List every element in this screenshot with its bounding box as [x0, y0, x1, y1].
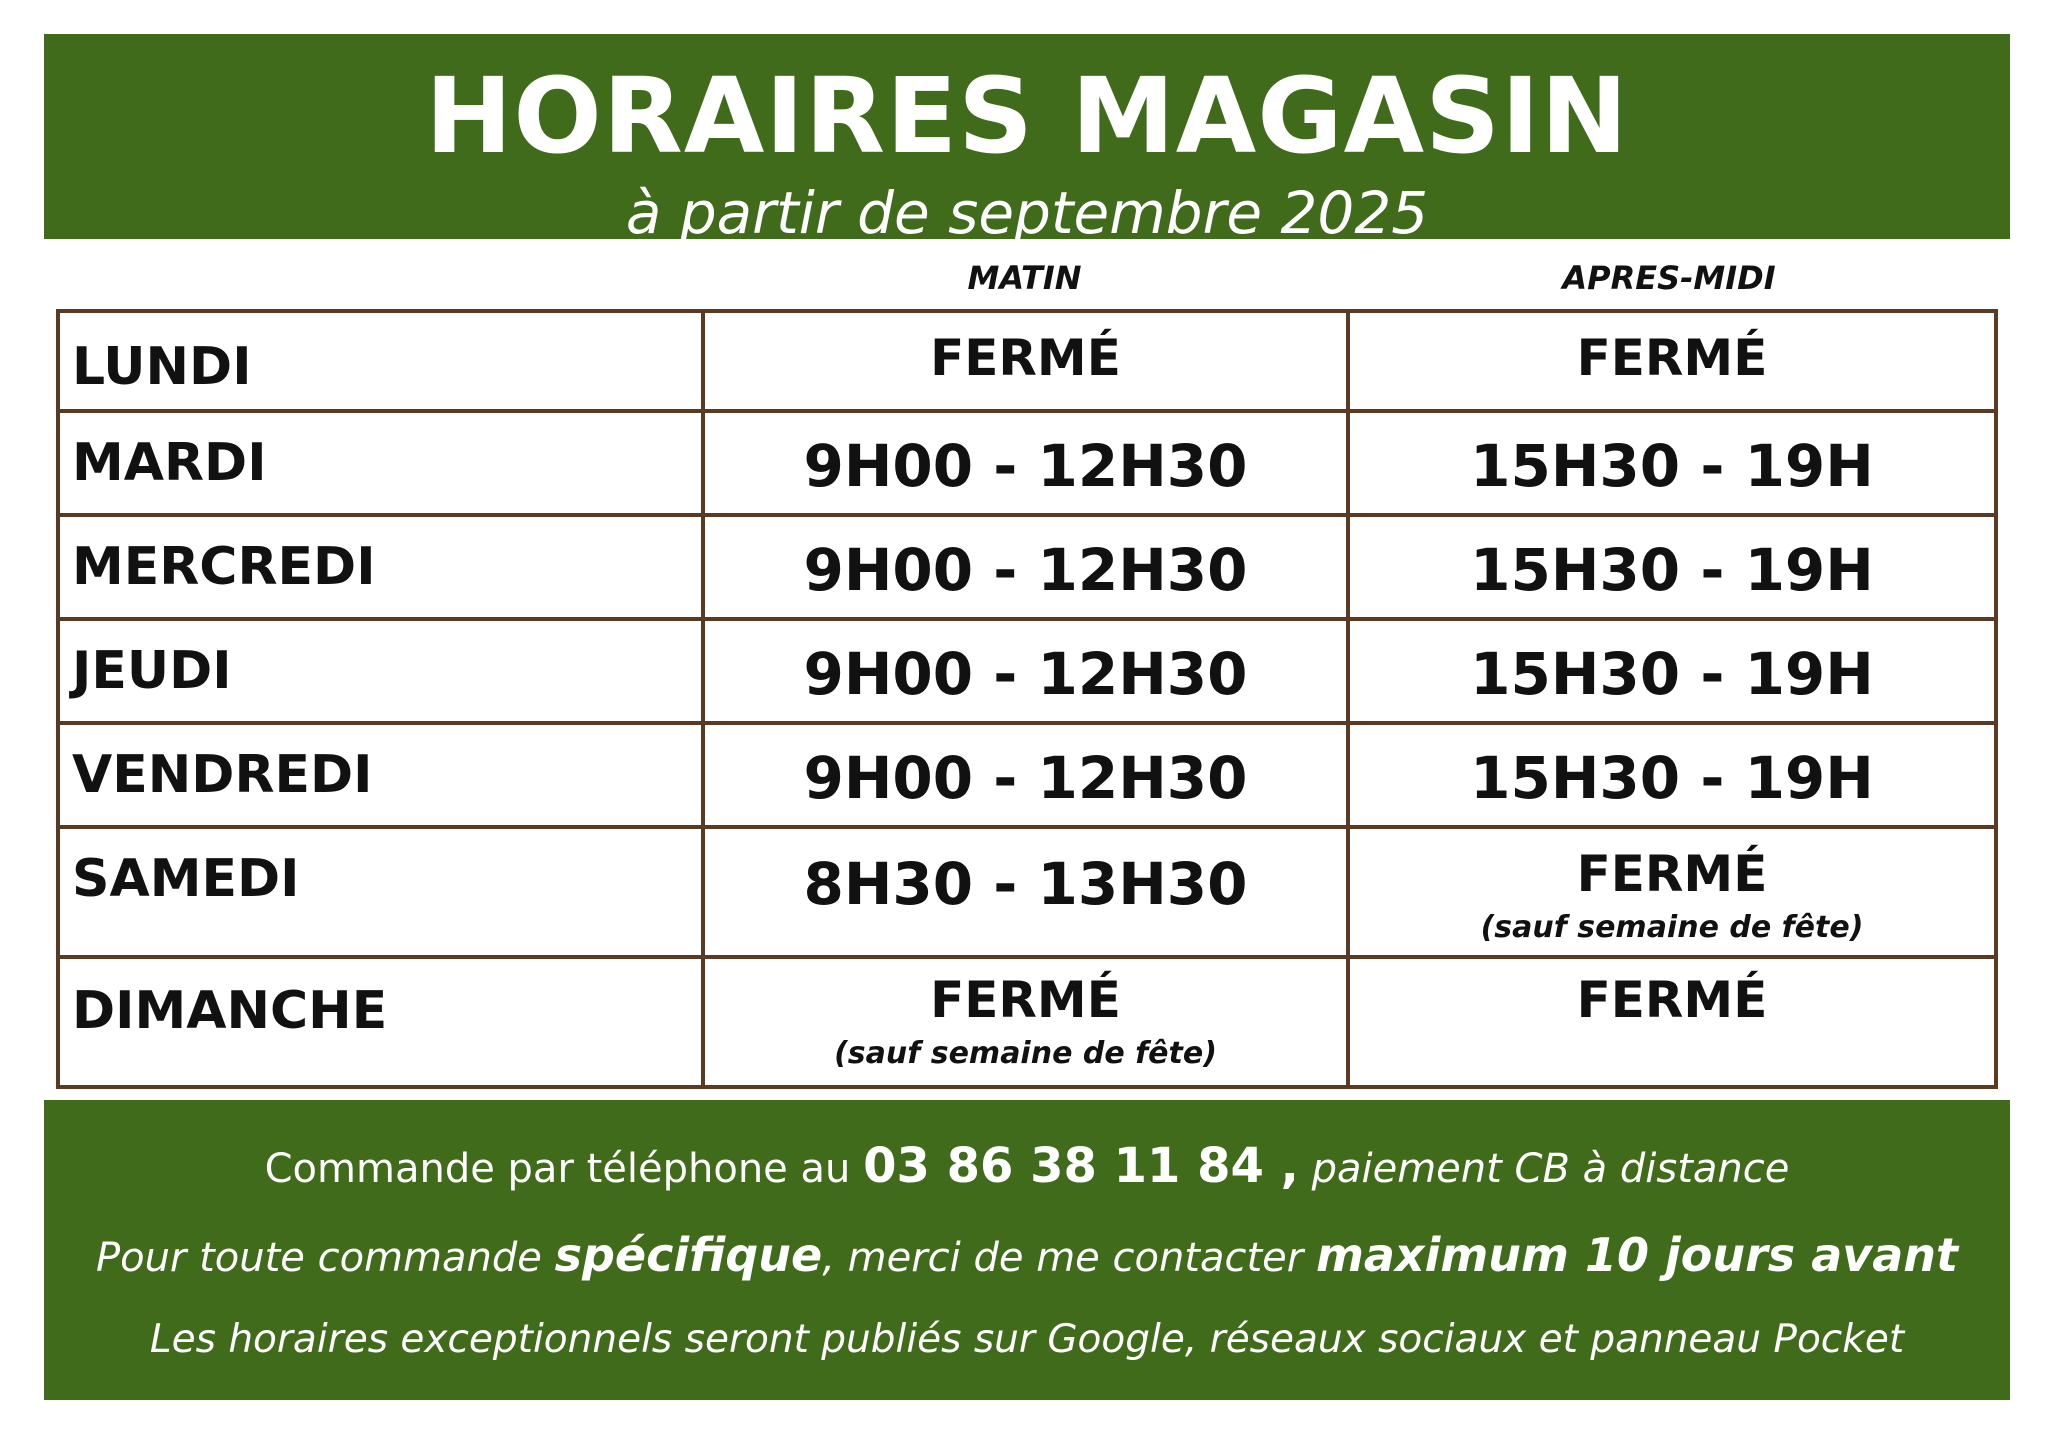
morning-cell: [703, 311, 1348, 411]
afternoon-hours: 15H30 - 19H: [1470, 744, 1874, 812]
morning-hours: 8H30 - 13H30: [803, 850, 1248, 918]
afternoon-cell: [1348, 311, 1996, 411]
phone-prefix: Commande par téléphone au: [264, 1146, 851, 1192]
table-row: [58, 515, 1996, 619]
afternoon-hours: 15H30 - 19H: [1470, 640, 1874, 708]
afternoon-cell: [1348, 827, 1996, 957]
day-cell: [58, 515, 703, 619]
order-line: [44, 1228, 2010, 1282]
table-row: [58, 957, 1996, 1087]
afternoon-hours: FERMÉ: [1576, 329, 1768, 387]
table-row: [58, 411, 1996, 515]
page-subtitle: à partir de septembre 2025: [625, 179, 1429, 247]
afternoon-hours: 15H30 - 19H: [1470, 432, 1874, 500]
day-cell: [58, 411, 703, 515]
morning-hours: 9H00 - 12H30: [803, 744, 1248, 812]
afternoon-hours: FERMÉ: [1576, 971, 1768, 1029]
morning-cell: [703, 827, 1348, 957]
day-cell: [58, 723, 703, 827]
afternoon-cell: [1348, 411, 1996, 515]
afternoon-note: (sauf semaine de fête): [1480, 910, 1864, 945]
hours-table: [56, 309, 1998, 1089]
morning-hours: 9H00 - 12H30: [803, 640, 1248, 708]
morning-hours: 9H00 - 12H30: [803, 432, 1248, 500]
header-banner: [44, 34, 2010, 247]
payment-info: paiement CB à distance: [1311, 1146, 1790, 1192]
morning-cell: [703, 957, 1348, 1087]
day-label: SAMEDI: [72, 849, 300, 909]
order-specific: spécifique: [554, 1228, 823, 1282]
afternoon-cell: [1348, 515, 1996, 619]
notice-line: Les horaires exceptionnels seront publiés sur Google, réseaux sociaux et panneau Pocket: [149, 1317, 1905, 1362]
table-row: [58, 827, 1996, 957]
afternoon-cell: [1348, 957, 1996, 1087]
page-title: HORAIRES MAGASIN: [425, 55, 1629, 177]
day-cell: [58, 827, 703, 957]
morning-hours: FERMÉ: [930, 971, 1121, 1029]
day-label: DIMANCHE: [72, 981, 388, 1041]
morning-note: (sauf semaine de fête): [834, 1036, 1217, 1071]
day-label: VENDREDI: [72, 745, 373, 805]
order-prefix: Pour toute commande: [95, 1235, 542, 1281]
day-label: MARDI: [72, 433, 267, 493]
afternoon-hours: FERMÉ: [1576, 845, 1768, 903]
day-cell: [58, 957, 703, 1087]
afternoon-hours: 15H30 - 19H: [1470, 536, 1874, 604]
day-label: MERCREDI: [72, 537, 376, 597]
column-header-afternoon: APRES-MIDI: [1562, 259, 1776, 297]
phone-line: [44, 1138, 2010, 1194]
day-label: LUNDI: [72, 337, 252, 397]
order-deadline: maximum 10 jours avant: [1315, 1228, 1959, 1282]
table-row: [58, 723, 1996, 827]
table-row: [58, 619, 1996, 723]
phone-number: 03 86 38 11 84 ,: [863, 1138, 1299, 1194]
morning-cell: [703, 723, 1348, 827]
morning-cell: [703, 619, 1348, 723]
day-cell: [58, 619, 703, 723]
table-row: [58, 311, 1996, 411]
afternoon-cell: [1348, 723, 1996, 827]
morning-hours: FERMÉ: [930, 329, 1121, 387]
footer-banner: [44, 1100, 2010, 1400]
column-header-morning: MATIN: [967, 259, 1082, 297]
morning-cell: [703, 411, 1348, 515]
day-cell: [58, 311, 703, 411]
morning-hours: 9H00 - 12H30: [803, 536, 1248, 604]
order-middle: , merci de me contacter: [822, 1235, 1304, 1281]
morning-cell: [703, 515, 1348, 619]
afternoon-cell: [1348, 619, 1996, 723]
day-label: JEUDI: [72, 641, 232, 701]
